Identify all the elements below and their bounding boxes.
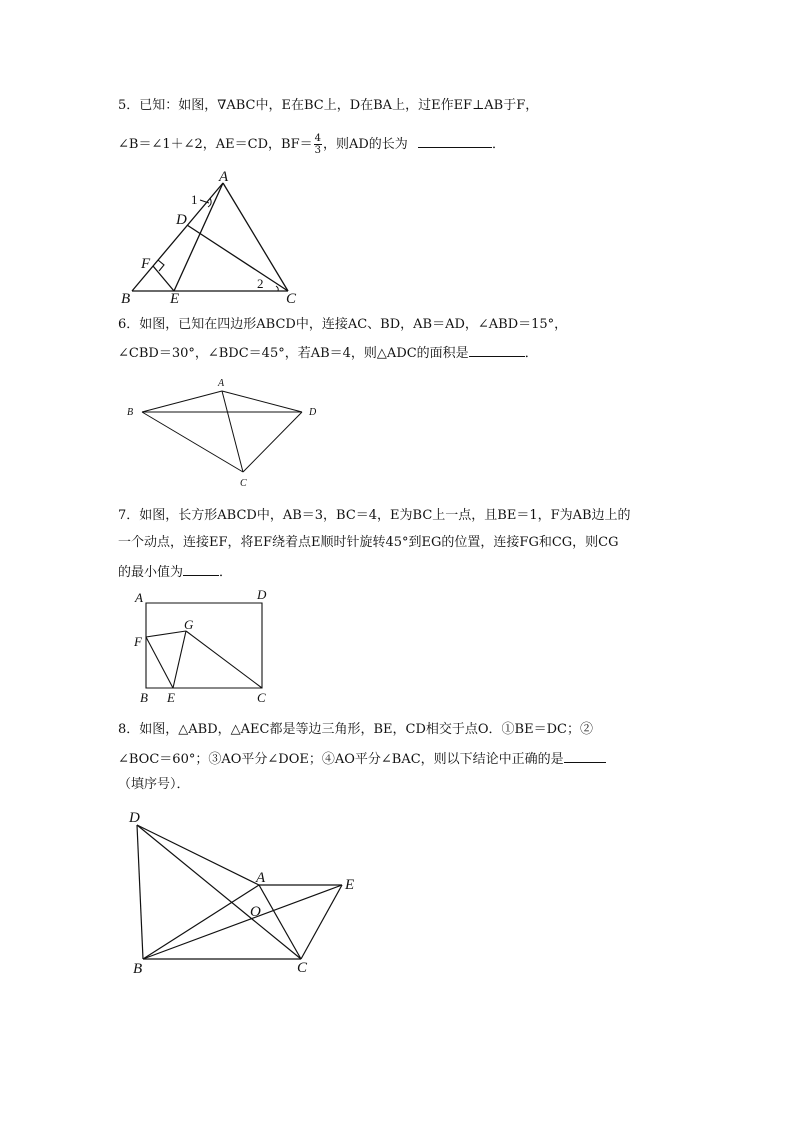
q5-label-E: E: [170, 291, 180, 307]
q7-label-C: C: [257, 690, 266, 705]
q6-label-B: B: [127, 407, 134, 418]
q7-label-D: D: [257, 587, 267, 602]
q7-line1: 7．如图，长方形ABCD中，AB＝3，BC＝4，E为BC上一点，且BE＝1，F为AB边上的: [118, 508, 631, 523]
q8-label-C: C: [297, 960, 308, 976]
q8-seg-DA: [137, 825, 259, 885]
q5-label-F: F: [141, 256, 151, 272]
q7-line3-text: 的最小值为: [118, 565, 184, 580]
q8-line1: 8．如图，△ABD，△AEC都是等边三角形，BE，CD相交于点O．①BE＝DC；②: [118, 722, 593, 737]
q6-label-D: D: [309, 407, 317, 418]
q7-label-B: B: [140, 690, 148, 705]
q8-label-B: B: [133, 961, 143, 977]
q6-line1: 6．如图，已知在四边形ABCD中，连接AC、BD，AB＝AD，∠ABD＝15°，: [118, 317, 568, 332]
q7-label-G: G: [184, 617, 194, 632]
q5-line2-text-b: ，则AD的长为: [322, 137, 408, 152]
q5-label-A: A: [219, 169, 229, 185]
q5-label-B: B: [121, 291, 131, 307]
q8-label-A: A: [256, 870, 266, 886]
q6-label-C: C: [240, 478, 247, 489]
q8-label-E: E: [345, 877, 355, 893]
q7-label-F: F: [134, 634, 142, 649]
q5-frac-den: 3: [314, 145, 321, 156]
q5-label-C: C: [286, 291, 297, 307]
q8-seg-DB: [137, 825, 143, 959]
q8-line3: （填序号）．: [118, 777, 190, 792]
q8-seg-DC: [137, 825, 301, 959]
q7-label-A: A: [135, 590, 143, 605]
q7-line2: 一个动点，连接EF，将EF绕着点E顺时针旋转45°到EG的位置，连接FG和CG，则CG: [118, 535, 619, 550]
q8-seg-EC: [301, 885, 342, 959]
q6-line2-end: ．: [524, 346, 538, 361]
q8-label-O: O: [250, 904, 261, 920]
q5-line2-end: ．: [491, 137, 505, 152]
q8-line2-text: ∠BOC＝60°；③AO平分∠DOE；④AO平分∠BAC，则以下结论中正确的是: [118, 752, 564, 767]
q5-label-angle2: 2: [257, 276, 264, 291]
q8-label-D: D: [129, 810, 140, 826]
q5-line2-text: ∠B＝∠1＋∠2，AE＝CD，BF＝: [118, 137, 313, 152]
q7-line3-end: ．: [219, 565, 233, 580]
q7-label-E: E: [167, 690, 175, 705]
q5-line1: 5．已知：如图，∇ABC中，E在BC上，D在BA上，过E作EF⊥AB于F，: [118, 98, 539, 113]
q5-label-D: D: [176, 212, 187, 228]
q5-label-angle1: 1: [191, 192, 198, 207]
q5-frac-num: 4: [314, 133, 321, 144]
q6-line2-text: ∠CBD＝30°，∠BDC＝45°，若AB＝4，则△ADC的面积是: [118, 346, 469, 361]
q6-label-A: A: [218, 378, 225, 389]
q8-seg-AC: [259, 885, 301, 959]
